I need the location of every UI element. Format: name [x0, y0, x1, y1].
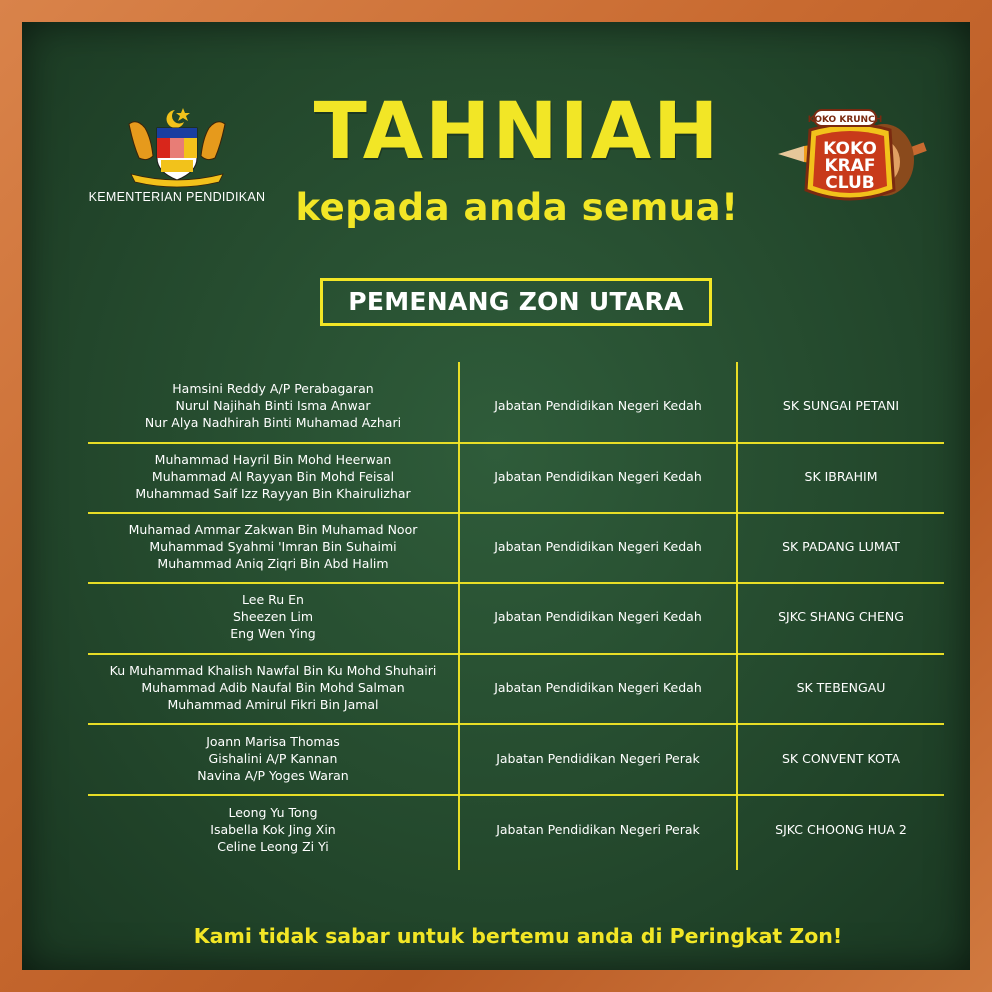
winner-name: Muhammad Hayril Bin Mohd Heerwan — [154, 451, 392, 467]
department-cell: Jabatan Pendidikan Negeri Perak — [496, 821, 700, 837]
winner-names — [88, 370, 458, 440]
page-subtitle: kepada anda semua! — [295, 186, 739, 229]
school-cell: SJKC SHANG CHENG — [778, 608, 904, 624]
school-cell: SK TEBENGAU — [796, 679, 886, 695]
winner-name: Gishalini A/P Kannan — [208, 750, 338, 766]
school-cell: SK IBRAHIM — [804, 468, 878, 484]
winner-name: Celine Leong Zi Yi — [217, 838, 329, 854]
winner-name: Muhammad Syahmi 'Imran Bin Suhaimi — [149, 538, 397, 554]
school-cell: SJKC CHOONG HUA 2 — [775, 821, 907, 837]
brand-line-1: KOKO — [823, 139, 877, 159]
department-cell: Jabatan Pendidikan Negeri Kedah — [494, 468, 702, 484]
page-title: TAHNIAH — [313, 87, 721, 177]
department-cell: Jabatan Pendidikan Negeri Kedah — [494, 608, 702, 624]
winner-name: Navina A/P Yoges Waran — [197, 767, 349, 783]
school-cell: SK CONVENT KOTA — [782, 750, 900, 766]
winner-name: Nur Alya Nadhirah Binti Muhamad Azhari — [144, 414, 402, 430]
department-cell: Jabatan Pendidikan Negeri Kedah — [494, 679, 702, 695]
table-row — [88, 723, 944, 793]
winner-names — [88, 581, 458, 651]
table-row — [88, 441, 944, 511]
brand-line-2: KRAF — [824, 156, 876, 176]
coat-of-arms-icon — [117, 104, 237, 188]
winner-names — [88, 723, 458, 793]
winners-table — [88, 362, 944, 872]
winner-name: Hamsini Reddy A/P Perabagaran — [172, 380, 374, 396]
winner-name: Muhammad Saif Izz Rayyan Bin Khairulizhar — [135, 485, 411, 501]
ministry-name: KEMENTERIAN PENDIDIKAN — [88, 190, 266, 204]
table-row — [88, 581, 944, 651]
winner-name: Eng Wen Ying — [230, 625, 316, 641]
winner-name: Isabella Kok Jing Xin — [210, 821, 336, 837]
footer-message: Kami tidak sabar untuk bertemu anda di Peringkat Zon! — [193, 924, 843, 948]
department-cell: Jabatan Pendidikan Negeri Perak — [496, 750, 700, 766]
winner-name: Muhamad Ammar Zakwan Bin Muhamad Noor — [128, 521, 418, 537]
zone-heading: PEMENANG ZON UTARA — [320, 278, 712, 326]
school-cell: SK PADANG LUMAT — [782, 538, 900, 554]
winner-name: Lee Ru En — [242, 591, 304, 607]
department-cell: Jabatan Pendidikan Negeri Kedah — [494, 538, 702, 554]
department-cell: Jabatan Pendidikan Negeri Kedah — [494, 397, 702, 413]
brand-logo-icon — [774, 102, 934, 212]
winner-name: Leong Yu Tong — [228, 804, 318, 820]
winner-name: Nurul Najihah Binti Isma Anwar — [175, 397, 371, 413]
table-row — [88, 511, 944, 581]
winner-name: Muhammad Adib Naufal Bin Mohd Salman — [141, 679, 405, 695]
table-row — [88, 794, 944, 864]
brand-line-3: CLUB — [825, 173, 875, 193]
ministry-logo — [82, 104, 272, 216]
winner-name: Ku Muhammad Khalish Nawfal Bin Ku Mohd Shuhairi — [109, 662, 437, 678]
winner-names — [88, 511, 458, 581]
table-row — [88, 652, 944, 722]
brand-top-text: KOKO KRUNCH — [807, 115, 883, 125]
winner-name: Muhammad Al Rayyan Bin Mohd Feisal — [151, 468, 395, 484]
winner-names — [88, 794, 458, 864]
table-row — [88, 370, 944, 440]
winner-names — [88, 441, 458, 511]
school-cell: SK SUNGAI PETANI — [782, 397, 900, 413]
winner-names — [88, 652, 458, 722]
winner-name: Muhammad Aniq Ziqri Bin Abd Halim — [157, 555, 389, 571]
koko-kraf-club-logo — [774, 102, 934, 212]
winner-name: Joann Marisa Thomas — [206, 733, 340, 749]
winner-name: Muhammad Amirul Fikri Bin Jamal — [167, 696, 379, 712]
winner-name: Sheezen Lim — [233, 608, 313, 624]
chalkboard — [22, 22, 970, 970]
